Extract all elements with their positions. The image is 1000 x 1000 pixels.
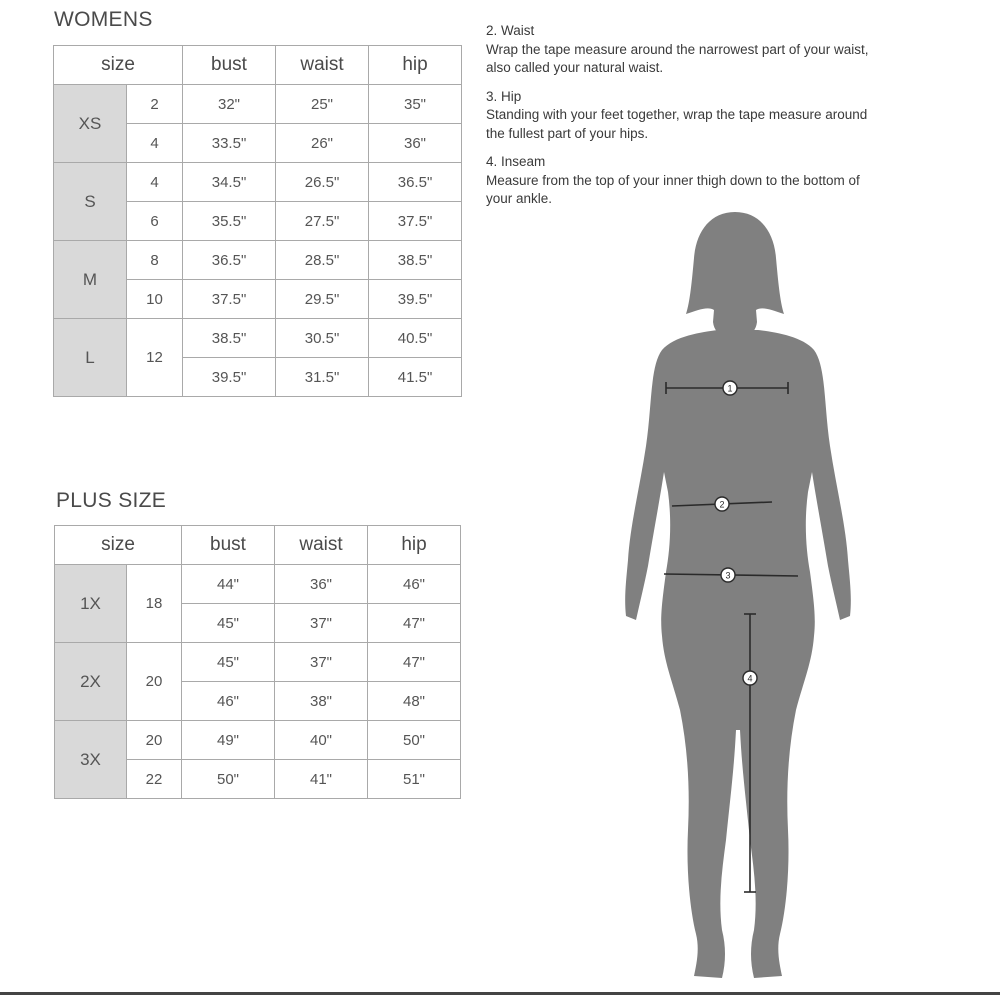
waist-cell: 38" <box>275 682 368 721</box>
hip-cell: 39.5" <box>369 280 462 319</box>
table-row <box>54 163 462 202</box>
instruction-text: Measure from the top of your inner thigh down to the bottom of your ankle. <box>486 172 860 206</box>
size-label-2x: 2X <box>55 643 127 721</box>
hip-cell: 36.5" <box>369 163 462 202</box>
svg-text:3: 3 <box>725 570 731 581</box>
hip-cell: 47" <box>368 604 461 643</box>
table-row <box>54 85 462 124</box>
silhouette <box>625 212 851 978</box>
bust-cell: 39.5" <box>183 358 276 397</box>
instruction-waist <box>486 22 876 78</box>
hip-cell: 38.5" <box>369 241 462 280</box>
size-number: 18 <box>127 565 182 643</box>
cropped-heading <box>486 0 666 3</box>
hip-cell: 35" <box>369 85 462 124</box>
hip-cell: 51" <box>368 760 461 799</box>
hip-cell: 47" <box>368 643 461 682</box>
waist-cell: 31.5" <box>276 358 369 397</box>
bust-cell: 38.5" <box>183 319 276 358</box>
size-number: 22 <box>127 760 182 799</box>
instruction-inseam <box>486 153 876 209</box>
hip-cell: 46" <box>368 565 461 604</box>
bust-cell: 34.5" <box>183 163 276 202</box>
size-number: 4 <box>127 124 183 163</box>
table-row <box>55 721 461 760</box>
marker-4 <box>743 671 757 685</box>
instruction-text: Standing with your feet together, wrap the tape measure around the fullest part of your hips. <box>486 107 868 141</box>
instruction-heading: 4. Inseam <box>486 154 546 169</box>
size-label-l: L <box>54 319 127 397</box>
size-label-s: S <box>54 163 127 241</box>
marker-1 <box>723 381 737 395</box>
waist-cell: 41" <box>275 760 368 799</box>
waist-cell: 28.5" <box>276 241 369 280</box>
header-hip: hip <box>369 46 462 85</box>
size-label-1x: 1X <box>55 565 127 643</box>
instruction-heading: 2. Waist <box>486 23 535 38</box>
waist-cell: 37" <box>275 604 368 643</box>
waist-cell: 36" <box>275 565 368 604</box>
hip-cell: 50" <box>368 721 461 760</box>
table-row <box>54 241 462 280</box>
table-row <box>54 319 462 358</box>
womens-title: WOMENS <box>54 8 153 31</box>
bust-cell: 46" <box>182 682 275 721</box>
waist-cell: 30.5" <box>276 319 369 358</box>
bust-cell: 35.5" <box>183 202 276 241</box>
size-label-xs: XS <box>54 85 127 163</box>
waist-cell: 27.5" <box>276 202 369 241</box>
svg-text:1: 1 <box>727 383 733 394</box>
header-waist: waist <box>276 46 369 85</box>
size-number: 20 <box>127 721 182 760</box>
table-row <box>55 565 461 604</box>
table-row <box>55 643 461 682</box>
body-silhouette-figure <box>600 210 860 990</box>
bust-cell: 49" <box>182 721 275 760</box>
bust-cell: 36.5" <box>183 241 276 280</box>
size-number: 6 <box>127 202 183 241</box>
instruction-hip <box>486 88 876 144</box>
instruction-text: Wrap the tape measure around the narrowest part of your waist, also called your natural waist. <box>486 41 869 75</box>
header-bust: bust <box>183 46 276 85</box>
bust-cell: 44" <box>182 565 275 604</box>
bust-cell: 32" <box>183 85 276 124</box>
size-number: 4 <box>127 163 183 202</box>
size-number: 20 <box>127 643 182 721</box>
hip-cell: 40.5" <box>369 319 462 358</box>
bust-cell: 33.5" <box>183 124 276 163</box>
size-number: 12 <box>127 319 183 397</box>
header-size: size <box>54 46 183 85</box>
hip-cell: 41.5" <box>369 358 462 397</box>
bottom-divider <box>0 992 1000 995</box>
size-number: 8 <box>127 241 183 280</box>
waist-cell: 26" <box>276 124 369 163</box>
measurement-instructions <box>486 22 876 219</box>
waist-cell: 25" <box>276 85 369 124</box>
header-waist: waist <box>275 526 368 565</box>
header-size: size <box>55 526 182 565</box>
plus-size-table <box>54 525 461 799</box>
marker-2 <box>715 497 729 511</box>
plus-size-title: PLUS SIZE <box>56 489 167 512</box>
hip-cell: 36" <box>369 124 462 163</box>
hip-cell: 48" <box>368 682 461 721</box>
instruction-heading: 3. Hip <box>486 88 522 104</box>
marker-3 <box>721 568 735 582</box>
bust-cell: 50" <box>182 760 275 799</box>
header-bust: bust <box>182 526 275 565</box>
hip-cell: 37.5" <box>369 202 462 241</box>
size-number: 10 <box>127 280 183 319</box>
table-header-row <box>54 46 462 85</box>
waist-cell: 40" <box>275 721 368 760</box>
bust-cell: 45" <box>182 643 275 682</box>
womens-size-table <box>53 45 462 397</box>
waist-cell: 29.5" <box>276 280 369 319</box>
size-number: 2 <box>127 85 183 124</box>
header-hip: hip <box>368 526 461 565</box>
table-header-row <box>55 526 461 565</box>
waist-cell: 37" <box>275 643 368 682</box>
waist-cell: 26.5" <box>276 163 369 202</box>
bust-cell: 37.5" <box>183 280 276 319</box>
bust-cell: 45" <box>182 604 275 643</box>
size-label-3x: 3X <box>55 721 127 799</box>
svg-text:2: 2 <box>719 499 725 510</box>
svg-text:4: 4 <box>747 673 753 684</box>
size-label-m: M <box>54 241 127 319</box>
